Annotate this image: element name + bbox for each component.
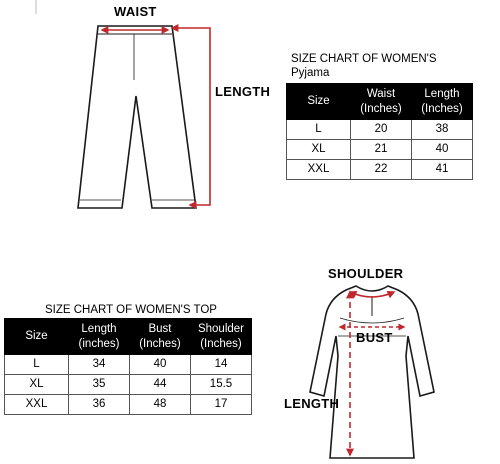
header-length: Length (Inches) bbox=[412, 84, 473, 120]
table-row bbox=[5, 355, 252, 375]
header-size: Size bbox=[5, 319, 69, 355]
top-bust-label: BUST bbox=[356, 330, 393, 345]
pyjama-waist-label: WAIST bbox=[114, 4, 157, 19]
cell-length: 35 bbox=[69, 375, 130, 395]
pyjama-title-line1: SIZE CHART OF WOMEN'S bbox=[291, 53, 437, 65]
cell-bust: 40 bbox=[130, 355, 191, 375]
header-waist: Waist (Inches) bbox=[351, 84, 412, 120]
cell-length: 40 bbox=[412, 140, 473, 160]
cell-size: L bbox=[287, 120, 351, 140]
cell-shoulder: 17 bbox=[191, 395, 252, 415]
cell-length: 36 bbox=[69, 395, 130, 415]
table-row bbox=[287, 140, 473, 160]
pyjama-size-table bbox=[286, 83, 473, 180]
table-header-row bbox=[5, 319, 252, 355]
pyjama-chart-title bbox=[291, 52, 437, 80]
cell-waist: 22 bbox=[351, 160, 412, 180]
top-drawing bbox=[310, 286, 434, 458]
cell-size: L bbox=[5, 355, 69, 375]
pyjama-drawing bbox=[78, 26, 210, 208]
cell-length: 41 bbox=[412, 160, 473, 180]
cell-bust: 48 bbox=[130, 395, 191, 415]
cell-size: XXL bbox=[287, 160, 351, 180]
pyjama-length-label: LENGTH bbox=[215, 84, 271, 99]
header-length: Length (inches) bbox=[69, 319, 130, 355]
cell-shoulder: 14 bbox=[191, 355, 252, 375]
table-row bbox=[5, 375, 252, 395]
table-row bbox=[287, 120, 473, 140]
top-size-table bbox=[4, 318, 252, 415]
top-shoulder-label: SHOULDER bbox=[328, 266, 404, 281]
cell-length: 34 bbox=[69, 355, 130, 375]
cell-shoulder: 15.5 bbox=[191, 375, 252, 395]
cell-bust: 44 bbox=[130, 375, 191, 395]
pyjama-title-line2: Pyjama bbox=[291, 67, 330, 79]
table-header-row bbox=[287, 84, 473, 120]
cell-size: XL bbox=[287, 140, 351, 160]
top-chart-title: SIZE CHART OF WOMEN'S TOP bbox=[45, 304, 217, 316]
cell-waist: 21 bbox=[351, 140, 412, 160]
cell-size: XL bbox=[5, 375, 69, 395]
header-bust: Bust (Inches) bbox=[130, 319, 191, 355]
table-row bbox=[287, 160, 473, 180]
header-shoulder: Shoulder (Inches) bbox=[191, 319, 252, 355]
cell-waist: 20 bbox=[351, 120, 412, 140]
header-size: Size bbox=[287, 84, 351, 120]
cell-size: XXL bbox=[5, 395, 69, 415]
table-row bbox=[5, 395, 252, 415]
cell-length: 38 bbox=[412, 120, 473, 140]
top-length-label: LENGTH bbox=[284, 396, 340, 411]
